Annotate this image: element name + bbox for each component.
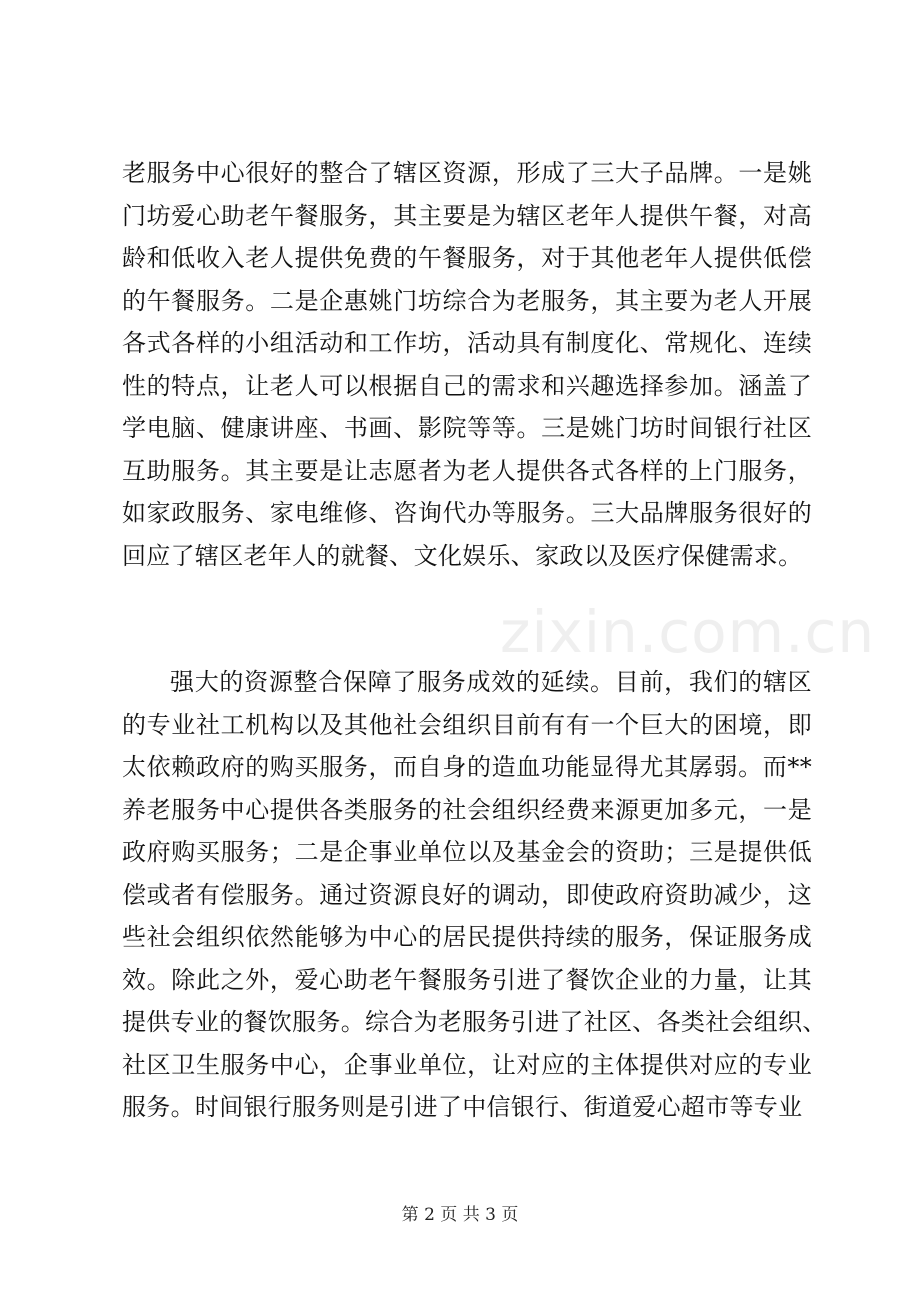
paragraph-1 — [122, 152, 812, 577]
page-number-label: 第 2 页 共 3 页 — [401, 1205, 519, 1225]
text-line: 效。除此之外，爱心助老午餐服务引进了餐饮企业的力量，让其 — [122, 965, 812, 994]
text-line: 社区卫生服务中心，企事业单位，让对应的主体提供对应的专业 — [122, 1050, 812, 1079]
text-line: 回应了辖区老年人的就餐、文化娱乐、家政以及医疗保健需求。 — [122, 541, 803, 570]
text-line: 的午餐服务。二是企惠姚门坊综合为老服务，其主要为老人开展 — [122, 286, 812, 315]
text-line: 各式各样的小组活动和工作坊，活动具有制度化、常规化、连续 — [122, 329, 812, 357]
paragraph-2 — [122, 661, 827, 1129]
text-line: 服务。时间银行服务则是引进了中信银行、街道爱心超市等专业 — [122, 1093, 803, 1121]
page-footer — [0, 1200, 920, 1225]
watermark: zixin.com.cn — [500, 598, 876, 666]
text-line: 老服务中心很好的整合了辖区资源，形成了三大子品牌。一是姚 — [122, 159, 812, 187]
text-line: 互助服务。其主要是让志愿者为老人提供各式各样的上门服务， — [122, 456, 812, 485]
text-line: 养老服务中心提供各类服务的社会组织经费来源更加多元，一是 — [122, 795, 812, 824]
text-line: 提供专业的餐饮服务。综合为老服务引进了社区、各类社会组织、 — [122, 1008, 827, 1036]
text-line: 政府购买服务；二是企事业单位以及基金会的资助；三是提供低 — [122, 838, 812, 866]
text-line: 学电脑、健康讲座、书画、影院等等。三是姚门坊时间银行社区 — [122, 414, 812, 442]
text-line: 龄和低收入老人提供免费的午餐服务，对于其他老年人提供低偿 — [122, 244, 812, 272]
text-line: 强大的资源整合保障了服务成效的延续。目前，我们的辖区 — [170, 668, 812, 696]
text-line: 太依赖政府的购买服务，而自身的造血功能显得尤其孱弱。而** — [122, 753, 812, 781]
text-line: 的专业社工机构以及其他社会组织目前有有一个巨大的困境，即 — [122, 710, 812, 739]
text-line: 门坊爱心助老午餐服务，其主要是为辖区老年人提供午餐，对高 — [122, 201, 812, 230]
text-line: 偿或者有偿服务。通过资源良好的调动，即使政府资助减少，这 — [122, 880, 812, 909]
text-line: 性的特点，让老人可以根据自己的需求和兴趣选择参加。涵盖了 — [122, 371, 812, 400]
text-line: 些社会组织依然能够为中心的居民提供持续的服务，保证服务成 — [122, 923, 812, 951]
text-line: 如家政服务、家电维修、咨询代办等服务。三大品牌服务很好的 — [122, 499, 812, 527]
